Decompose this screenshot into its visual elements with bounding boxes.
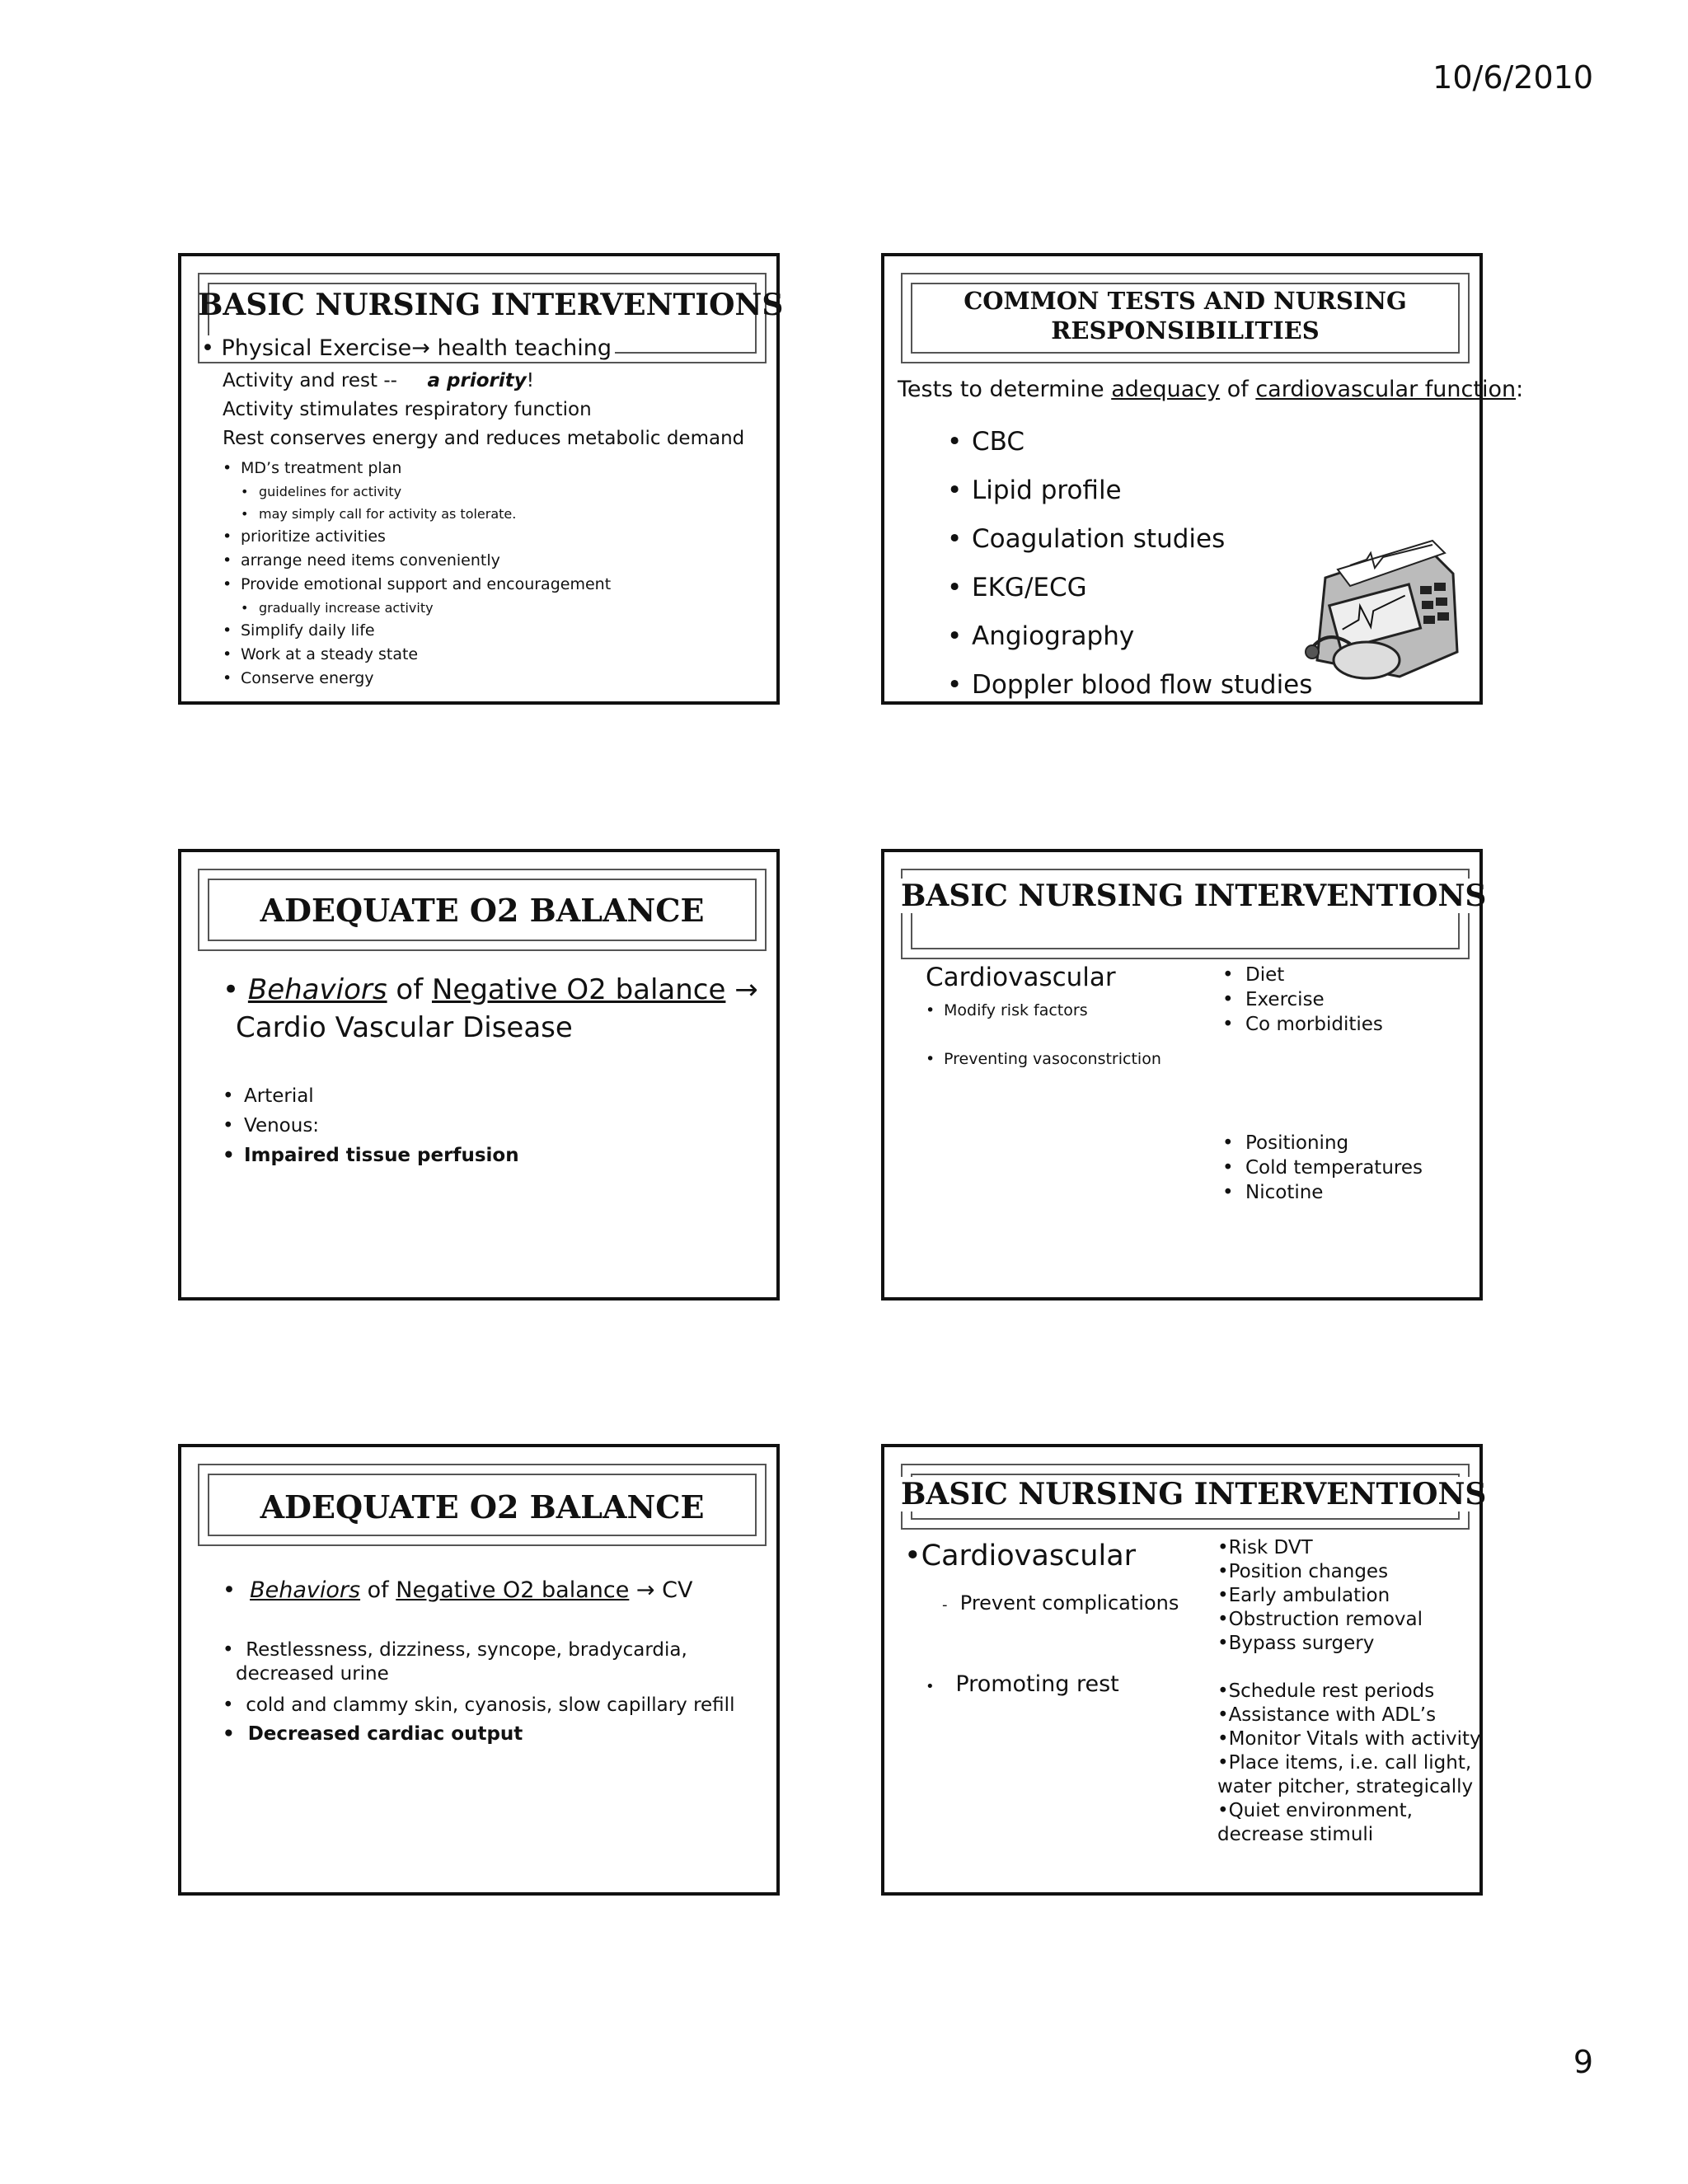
- list-item: • Work at a steady state: [223, 643, 611, 667]
- list-item: • Cold temperatures: [1222, 1155, 1423, 1180]
- list-item: • Coagulation studies: [947, 515, 1312, 564]
- section-heading: Cardiovascular: [926, 963, 1116, 992]
- skin-item: • cold and clammy skin, cyanosis, slow capillary refill: [223, 1694, 735, 1716]
- behaviors-statement: • Behaviors of Negative O2 balance → CV: [223, 1577, 693, 1603]
- perfusion-list: [223, 1081, 519, 1170]
- list-item: • Nicotine: [1222, 1180, 1423, 1205]
- slide-adequate-o2-balance-1: [178, 849, 780, 1301]
- list-item: • Simplify daily life: [223, 619, 611, 643]
- promoting-rest-item: • Promoting rest: [926, 1671, 1119, 1697]
- slide-title: ADEQUATE O2 BALANCE: [260, 892, 705, 929]
- list-item: • prioritize activities: [223, 525, 611, 549]
- page-date: 10/6/2010: [1432, 59, 1593, 96]
- list-item: • Provide emotional support and encouragement: [223, 573, 611, 597]
- list-item: • Angiography: [947, 612, 1312, 661]
- list-item: • Venous:: [223, 1111, 519, 1141]
- slide-basic-nursing-interventions-2: [881, 849, 1487, 1301]
- tests-intro: Tests to determine adequacy of cardiovascular function:: [898, 377, 1524, 402]
- section-heading: •Cardiovascular: [904, 1540, 1137, 1572]
- list-item: • Impaired tissue perfusion: [223, 1141, 519, 1170]
- list-item: • Diet: [1222, 963, 1383, 987]
- list-item: • Exercise: [1222, 987, 1383, 1012]
- slide-title: BASIC NURSING INTERVENTIONS: [198, 288, 784, 322]
- list-item: • gradually increase activity: [241, 597, 611, 619]
- list-item: • MD’s treatment plan: [223, 457, 611, 480]
- list-item: • arrange need items conveniently: [223, 549, 611, 573]
- slide-title: BASIC NURSING INTERVENTIONS: [901, 879, 1487, 913]
- list-item: • Lipid profile: [947, 466, 1312, 515]
- slide-title: COMMON TESTS AND NURSING RESPONSIBILITIES: [964, 287, 1407, 344]
- list-item: • Arterial: [223, 1081, 519, 1111]
- list-item: • guidelines for activity: [241, 480, 611, 503]
- line-activity-stimulates: Activity stimulates respiratory function: [223, 399, 592, 420]
- left-list: [926, 999, 1161, 1071]
- line-activity-rest: Activity and rest -- a priority!: [223, 370, 534, 391]
- behaviors-statement: • Behaviors of Negative O2 balance → Cardio Vascular Disease: [223, 973, 758, 1044]
- slide-title: ADEQUATE O2 BALANCE: [260, 1488, 705, 1526]
- list-item: • may simply call for activity as tolerate.: [241, 503, 611, 525]
- right-list-top: [1222, 963, 1383, 1037]
- slide-common-tests: [881, 253, 1524, 705]
- right-list-bottom: [1222, 1131, 1423, 1205]
- slide-basic-nursing-interventions-1: [178, 253, 784, 705]
- list-item: • Conserve energy: [223, 667, 611, 691]
- line-rest-conserves: Rest conserves energy and reduces metabolic demand: [223, 428, 745, 449]
- list-item: • Modify risk factors: [926, 999, 1161, 1023]
- list-item: • Co morbidities: [1222, 1012, 1383, 1037]
- slide-basic-nursing-interventions-3: [881, 1444, 1487, 1896]
- list-item: • Preventing vasoconstriction: [926, 1047, 1161, 1071]
- slide-adequate-o2-balance-2: [178, 1444, 780, 1896]
- list-item: • CBC: [947, 418, 1312, 466]
- symptoms-item: • Restlessness, dizziness, syncope, bradycardia, decreased urine: [223, 1639, 687, 1685]
- list-item: • EKG/ECG: [947, 564, 1312, 612]
- cardiac-output-item: • Decreased cardiac output: [223, 1723, 523, 1745]
- slide-title: BASIC NURSING INTERVENTIONS: [901, 1477, 1487, 1511]
- list-item: • Positioning: [1222, 1131, 1423, 1155]
- ekg-monitor-clipart: [1301, 528, 1465, 685]
- bullet-main: • Physical Exercise→ health teaching: [201, 335, 615, 361]
- dvt-measures-list: •Risk DVT •Position changes •Early ambulation •Obstruction removal •Bypass surgery: [1217, 1537, 1423, 1654]
- prevent-complications-item: - Prevent complications: [942, 1591, 1179, 1615]
- intervention-list: [223, 457, 611, 691]
- tests-list: [947, 418, 1312, 710]
- rest-measures-list: •Schedule rest periods •Assistance with ADL’s •Monitor Vitals with activity •Place items, i.e. call light, water pitcher, strategically •Quiet environment, decrease stimuli: [1217, 1680, 1481, 1845]
- page-number: 9: [1573, 2044, 1593, 2080]
- list-item: • Doppler blood flow studies: [947, 661, 1312, 710]
